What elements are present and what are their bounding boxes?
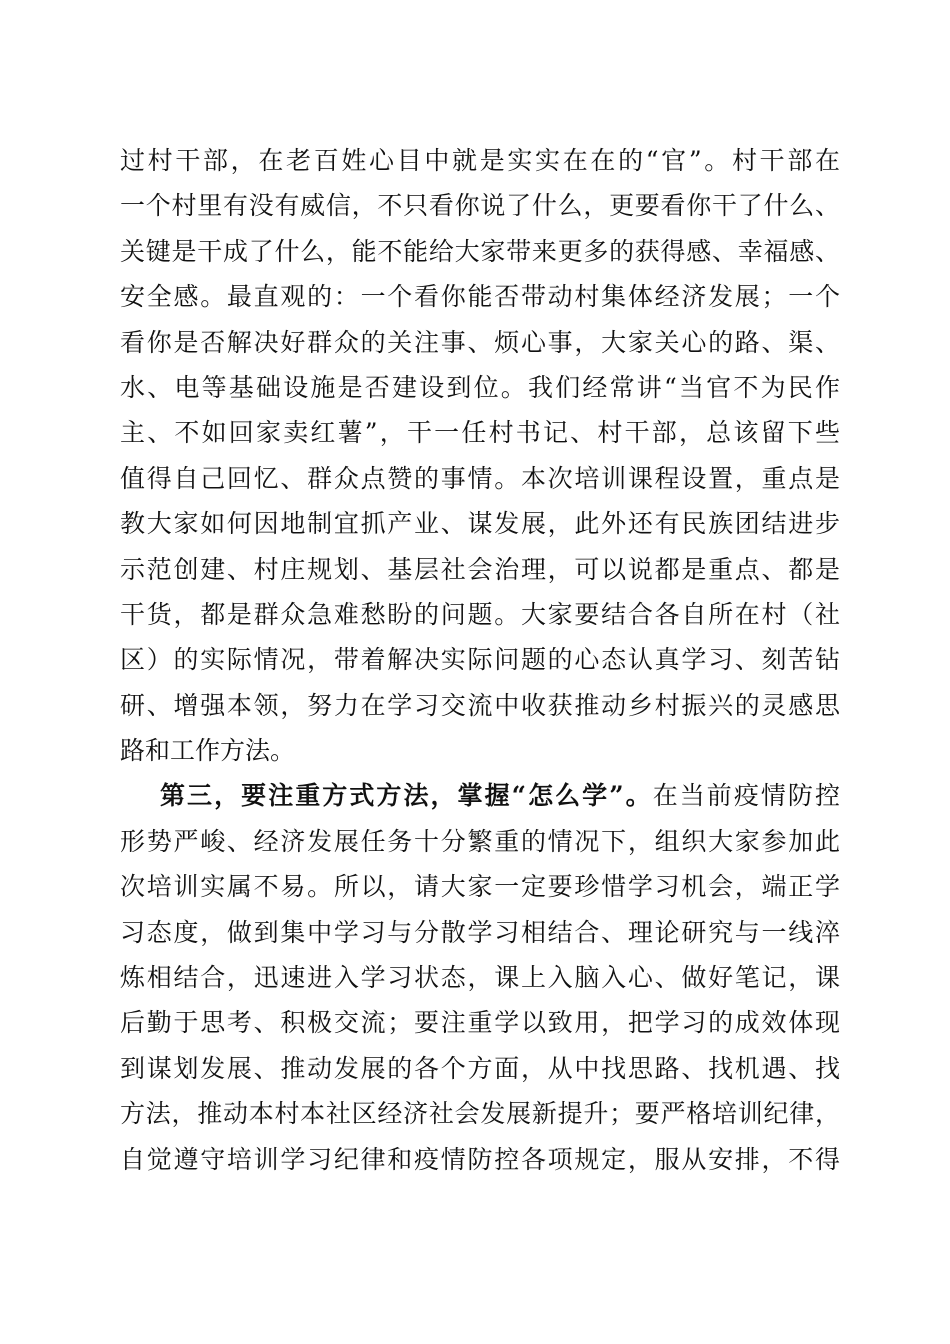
text-line: 关键是干成了什么，能不能给大家带来更多的获得感、幸福感、 — [120, 236, 840, 266]
text-line: 看你是否解决好群众的关注事、烦心事，大家关心的路、渠、 — [120, 327, 840, 357]
paragraph-2-first-line — [120, 773, 840, 818]
text-line: 到谋划发展、推动发展的各个方面，从中找思路、找机遇、找 — [120, 1053, 840, 1083]
text-line: 习态度，做到集中学习与分散学习相结合、理论研究与一线淬 — [120, 917, 840, 947]
text-line: 水、电等基础设施是否建设到位。我们经常讲“当官不为民作 — [120, 372, 840, 402]
body-text — [120, 138, 840, 1182]
text-line: 次培训实属不易。所以，请大家一定要珍惜学习机会，端正学 — [120, 872, 840, 902]
text-line: 路和工作方法。 — [120, 736, 296, 766]
text-line: 研、增强本领，努力在学习交流中收获推动乡村振兴的灵感思 — [120, 690, 840, 720]
paragraph-2 — [120, 773, 840, 1182]
paragraph-1 — [120, 138, 840, 773]
text-line: 主、不如回家卖红薯”，干一任村书记、村干部，总该留下些 — [120, 418, 840, 448]
text-line: 示范创建、村庄规划、基层社会治理，可以说都是重点、都是 — [120, 554, 840, 584]
text-line: 区）的实际情况，带着解决实际问题的心态认真学习、刻苦钻 — [120, 645, 840, 675]
text-line: 炼相结合，迅速进入学习状态，课上入脑入心、做好笔记，课 — [120, 963, 840, 993]
text-line: 一个村里有没有威信，不只看你说了什么，更要看你干了什么、 — [120, 191, 840, 221]
text-line: 方法，推动本村本社区经济社会发展新提升；要严格培训纪律， — [120, 1099, 840, 1129]
text-line: 过村干部，在老百姓心目中就是实实在在的“官”。村干部在 — [120, 146, 840, 175]
text-span: 在当前疫情防控 — [652, 781, 840, 811]
section-heading: 第三，要注重方式方法，掌握“怎么学”。 — [160, 781, 653, 811]
text-line: 干货，都是群众急难愁盼的问题。大家要结合各自所在村（社 — [120, 599, 840, 629]
text-line: 安全感。最直观的：一个看你能否带动村集体经济发展；一个 — [120, 282, 840, 312]
text-line: 自觉遵守培训学习纪律和疫情防控各项规定，服从安排，不得 — [120, 1144, 840, 1174]
text-line: 形势严峻、经济发展任务十分繁重的情况下，组织大家参加此 — [120, 826, 840, 856]
text-line: 后勤于思考、积极交流；要注重学以致用，把学习的成效体现 — [120, 1008, 840, 1038]
text-line: 值得自己回忆、群众点赞的事情。本次培训课程设置，重点是 — [120, 463, 840, 493]
text-line: 教大家如何因地制宜抓产业、谋发展，此外还有民族团结进步 — [120, 509, 840, 539]
